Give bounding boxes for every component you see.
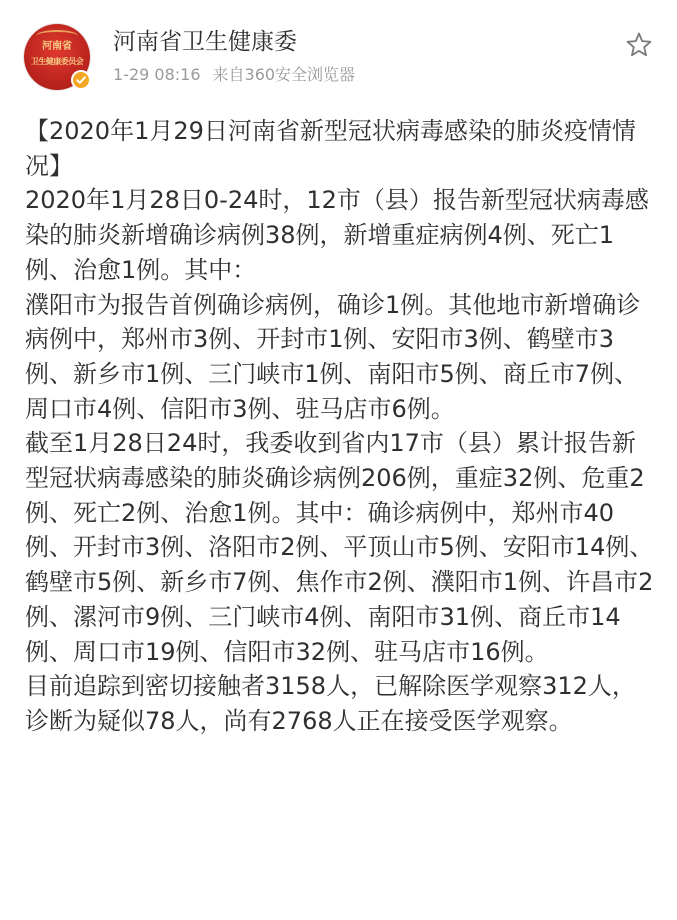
- post-title-paragraph: 【2020年1月29日河南省新型冠状病毒感染的肺炎疫情情况】: [25, 117, 636, 180]
- avatar-logo-text: 河南省: [42, 41, 72, 52]
- post-header: [0, 0, 677, 100]
- post-paragraph: 2020年1月28日0-24时，12市（县）报告新型冠状病毒感染的肺炎新增确诊病例38例，新增重症病例4例、死亡1例、治愈1例。其中：: [25, 186, 649, 284]
- verified-badge-icon: [71, 70, 91, 90]
- post-paragraph: 截至1月28日24时，我委收到省内17市（县）累计报告新型冠状病毒感染的肺炎确诊病例206例，重症32例、危重2例、死亡2例、治愈1例。其中：确诊病例中，郑州市40例、开封市3例、洛阳市2例、平顶山市5例、安阳市14例、鹤壁市5例、新乡市7例、焦作市2例、濮阳市1例、许昌市2例、漯河市9例、三门峡市4例、南阳市31例、商丘市14例、周口市19例、信阳市32例、驻马店市16例。: [25, 429, 654, 666]
- post-time: 1-29 08:16: [113, 65, 201, 84]
- post-paragraph: 濮阳市为报告首例确诊病例，确诊1例。其他地市新增确诊病例中，郑州市3例、开封市1例、安阳市3例、鹤壁市3例、新乡市1例、三门峡市1例、南阳市5例、商丘市7例、周口市4例、信阳市3例、驻马店市6例。: [25, 290, 641, 423]
- author-name[interactable]: 河南省卫生健康委: [113, 29, 297, 55]
- post-paragraph: 目前追踪到密切接触者3158人，已解除医学观察312人，诊断为疑似78人，尚有2768人正在接受医学观察。: [25, 672, 636, 735]
- post-content: [25, 114, 655, 739]
- star-outline-icon: [624, 30, 654, 60]
- avatar-logo-subtext: 卫生健康委员会: [30, 56, 84, 66]
- favorite-button[interactable]: [624, 30, 654, 60]
- post-source: 来自360安全浏览器: [212, 65, 356, 84]
- post-meta: [113, 65, 355, 85]
